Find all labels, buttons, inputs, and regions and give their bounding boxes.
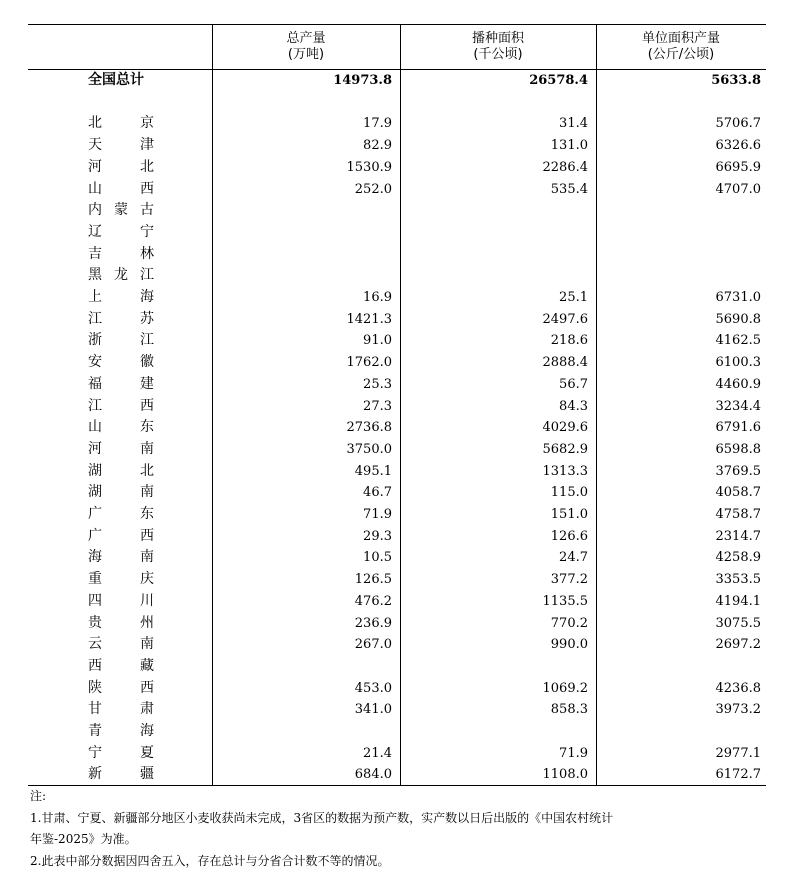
region-name: 西 藏 bbox=[88, 657, 154, 674]
region-name: 海 南 bbox=[88, 549, 154, 566]
header-area-title: 播种面积 bbox=[471, 31, 524, 46]
region-name: 湖 北 bbox=[88, 462, 154, 479]
region-name: 云 南 bbox=[88, 636, 154, 653]
table-row bbox=[28, 547, 766, 569]
area-value: 5682.9 bbox=[542, 441, 588, 457]
table-row bbox=[28, 482, 766, 504]
production-value bbox=[212, 200, 392, 222]
production-value: 453.0 bbox=[354, 680, 392, 696]
production-value bbox=[212, 222, 392, 244]
table-row bbox=[28, 135, 766, 157]
table-row bbox=[28, 374, 766, 396]
total-label: 全国总计 bbox=[88, 72, 144, 88]
yield-value: 6172.7 bbox=[715, 767, 761, 783]
area-value bbox=[400, 200, 588, 222]
area-value bbox=[400, 265, 588, 287]
region-name: 广 西 bbox=[88, 527, 154, 544]
table-row bbox=[28, 678, 766, 700]
region-name: 天 津 bbox=[88, 137, 154, 154]
table-row bbox=[28, 721, 766, 743]
yield-value: 2977.1 bbox=[715, 745, 761, 761]
table-row bbox=[28, 613, 766, 635]
table-row bbox=[28, 461, 766, 483]
area-value: 858.3 bbox=[550, 702, 588, 718]
yield-value: 2314.7 bbox=[715, 528, 761, 544]
production-value: 1421.3 bbox=[346, 311, 392, 327]
area-value: 2888.4 bbox=[542, 355, 588, 371]
region-name: 青 海 bbox=[88, 723, 154, 739]
header-production-title: 总产量 bbox=[286, 31, 326, 46]
yield-value: 3234.4 bbox=[715, 398, 761, 414]
area-value: 1135.5 bbox=[542, 593, 588, 609]
table-row bbox=[28, 439, 766, 461]
region-name: 甘 肃 bbox=[88, 701, 154, 718]
yield-value: 3769.5 bbox=[715, 463, 761, 479]
region-name: 贵 州 bbox=[88, 614, 154, 631]
region-name: 四 川 bbox=[88, 592, 154, 609]
area-value: 1313.3 bbox=[542, 463, 588, 479]
table-row bbox=[28, 244, 766, 266]
yield-value bbox=[596, 200, 761, 222]
header-production bbox=[212, 25, 400, 69]
yield-value: 4194.1 bbox=[715, 593, 761, 609]
area-value bbox=[400, 721, 588, 743]
area-value: 770.2 bbox=[550, 615, 588, 631]
yield-value bbox=[596, 244, 761, 266]
region-name: 重 庆 bbox=[88, 571, 154, 588]
yield-value: 4758.7 bbox=[715, 507, 761, 522]
region-name: 山 东 bbox=[88, 419, 154, 436]
area-value: 24.7 bbox=[559, 550, 588, 566]
yield-value bbox=[596, 721, 761, 743]
region-name: 陕 西 bbox=[88, 679, 154, 696]
region-name: 宁 夏 bbox=[88, 744, 154, 761]
production-value: 267.0 bbox=[354, 637, 392, 653]
total-yield: 5633.8 bbox=[711, 73, 761, 88]
table-row bbox=[28, 265, 766, 287]
wheat-table bbox=[28, 24, 766, 786]
production-value: 2736.8 bbox=[346, 420, 392, 436]
table-header bbox=[28, 24, 766, 70]
yield-value: 5706.7 bbox=[715, 116, 761, 132]
table-row bbox=[28, 396, 766, 418]
region-name: 吉 林 bbox=[88, 245, 154, 262]
production-value: 17.9 bbox=[363, 116, 392, 132]
area-value: 2497.6 bbox=[542, 311, 588, 327]
yield-value: 5690.8 bbox=[715, 311, 761, 327]
area-value: 1069.2 bbox=[542, 680, 588, 696]
area-value: 4029.6 bbox=[542, 420, 588, 436]
yield-value: 6695.9 bbox=[715, 159, 761, 175]
yield-value: 6326.6 bbox=[715, 138, 761, 154]
production-value: 46.7 bbox=[363, 485, 392, 501]
table-row bbox=[28, 764, 766, 786]
region-name: 浙 江 bbox=[88, 332, 154, 349]
production-value: 82.9 bbox=[363, 138, 392, 154]
header-area bbox=[400, 25, 596, 69]
note-2: 2.此表中部分数据因四舍五入，存在总计与分省合计数不等的情况。 bbox=[30, 853, 390, 868]
area-value: 2286.4 bbox=[542, 159, 588, 175]
table-row bbox=[28, 309, 766, 331]
table-row bbox=[28, 287, 766, 309]
table-row bbox=[28, 179, 766, 201]
header-yield bbox=[596, 25, 766, 69]
yield-value: 4258.9 bbox=[715, 550, 761, 566]
region-name: 北 京 bbox=[88, 115, 154, 132]
production-value: 495.1 bbox=[354, 463, 392, 479]
area-value bbox=[400, 656, 588, 678]
column-divider bbox=[596, 25, 597, 69]
table-row bbox=[28, 113, 766, 135]
production-value bbox=[212, 265, 392, 287]
total-production: 14973.8 bbox=[333, 73, 392, 88]
yield-value: 3075.5 bbox=[715, 615, 761, 631]
yield-value: 2697.2 bbox=[715, 637, 761, 653]
region-name: 新 疆 bbox=[88, 766, 154, 783]
area-value bbox=[400, 244, 588, 266]
region-name: 上 海 bbox=[88, 289, 154, 305]
area-value: 84.3 bbox=[559, 398, 588, 414]
area-value: 1108.0 bbox=[542, 767, 588, 783]
area-value: 25.1 bbox=[559, 290, 588, 305]
column-divider bbox=[212, 25, 213, 69]
area-value: 218.6 bbox=[550, 333, 588, 349]
production-value: 71.9 bbox=[363, 507, 392, 522]
table-row bbox=[28, 504, 766, 526]
area-value: 151.0 bbox=[550, 507, 588, 522]
production-value: 10.5 bbox=[363, 550, 392, 566]
table-row bbox=[28, 526, 766, 548]
table-body bbox=[28, 70, 766, 786]
total-row bbox=[28, 70, 766, 92]
yield-value: 4058.7 bbox=[715, 485, 761, 501]
area-value: 535.4 bbox=[550, 181, 588, 197]
yield-value bbox=[596, 222, 761, 244]
production-value: 21.4 bbox=[363, 745, 392, 761]
production-value bbox=[212, 721, 392, 743]
note-1-cont: 年鉴-2025》为准。 bbox=[30, 832, 137, 846]
region-name: 江 西 bbox=[88, 397, 154, 414]
notes-label: 注: bbox=[30, 789, 47, 803]
table-row bbox=[28, 352, 766, 374]
production-value: 16.9 bbox=[363, 290, 392, 305]
yield-value bbox=[596, 265, 761, 287]
area-value: 126.6 bbox=[550, 528, 588, 544]
column-divider bbox=[400, 25, 401, 69]
production-value: 236.9 bbox=[354, 615, 392, 631]
production-value: 476.2 bbox=[354, 593, 392, 609]
table-row bbox=[28, 699, 766, 721]
yield-value: 4162.5 bbox=[715, 333, 761, 349]
area-value: 131.0 bbox=[550, 138, 588, 154]
region-name: 安 徽 bbox=[88, 354, 154, 371]
region-name: 福 建 bbox=[88, 375, 154, 392]
area-value: 377.2 bbox=[550, 572, 588, 588]
region-name: 江 苏 bbox=[88, 310, 154, 327]
yield-value: 6731.0 bbox=[715, 290, 761, 305]
production-value bbox=[212, 244, 392, 266]
production-value: 3750.0 bbox=[346, 441, 392, 457]
total-area: 26578.4 bbox=[529, 73, 588, 88]
yield-value: 3353.5 bbox=[715, 572, 761, 588]
production-value: 1530.9 bbox=[346, 159, 392, 175]
area-value bbox=[400, 222, 588, 244]
yield-value: 6598.8 bbox=[715, 441, 761, 457]
header-yield-unit: (公斤/公顷) bbox=[647, 47, 715, 62]
yield-value: 4460.9 bbox=[715, 376, 761, 392]
table-row bbox=[28, 157, 766, 179]
table-notes bbox=[30, 786, 770, 872]
yield-value: 6100.3 bbox=[715, 355, 761, 371]
header-production-unit: (万吨) bbox=[287, 47, 325, 62]
table-row bbox=[28, 330, 766, 352]
table-row bbox=[28, 656, 766, 678]
region-name: 内 蒙 古 bbox=[88, 202, 154, 219]
region-name: 河 南 bbox=[88, 440, 154, 457]
production-value: 29.3 bbox=[363, 528, 392, 544]
area-value: 115.0 bbox=[550, 485, 588, 501]
table-row bbox=[28, 222, 766, 244]
production-value: 25.3 bbox=[363, 376, 392, 392]
yield-value: 6791.6 bbox=[715, 420, 761, 436]
table-row bbox=[28, 591, 766, 613]
table-row bbox=[28, 569, 766, 591]
table-row bbox=[28, 634, 766, 656]
area-value: 990.0 bbox=[550, 637, 588, 653]
production-value: 126.5 bbox=[354, 572, 392, 588]
note-1: 1.甘肃、宁夏、新疆部分地区小麦收获尚未完成，3省区的数据为预产数，实产数以日后出版的《中国农村统计 bbox=[30, 810, 614, 825]
region-name: 黑 龙 江 bbox=[88, 267, 154, 284]
region-name: 山 西 bbox=[88, 180, 154, 197]
area-value: 31.4 bbox=[559, 116, 588, 132]
yield-value: 3973.2 bbox=[715, 702, 761, 718]
header-area-unit: (千公顷) bbox=[473, 47, 523, 62]
production-value: 341.0 bbox=[354, 702, 392, 718]
yield-value: 4236.8 bbox=[715, 680, 761, 696]
production-value: 27.3 bbox=[363, 398, 392, 414]
production-value: 91.0 bbox=[363, 333, 392, 349]
header-yield-title: 单位面积产量 bbox=[641, 31, 720, 46]
table-row bbox=[28, 743, 766, 765]
production-value bbox=[212, 656, 392, 678]
table-row bbox=[28, 200, 766, 222]
production-value: 1762.0 bbox=[346, 355, 392, 371]
region-name: 河 北 bbox=[88, 158, 154, 175]
area-value: 71.9 bbox=[559, 745, 588, 761]
area-value: 56.7 bbox=[559, 376, 588, 392]
region-name: 湖 南 bbox=[88, 484, 154, 501]
table-row bbox=[28, 417, 766, 439]
production-value: 684.0 bbox=[354, 767, 392, 783]
yield-value bbox=[596, 656, 761, 678]
region-name: 广 东 bbox=[88, 506, 154, 522]
production-value: 252.0 bbox=[354, 181, 392, 197]
yield-value: 4707.0 bbox=[715, 181, 761, 197]
region-name: 辽 宁 bbox=[88, 223, 154, 240]
